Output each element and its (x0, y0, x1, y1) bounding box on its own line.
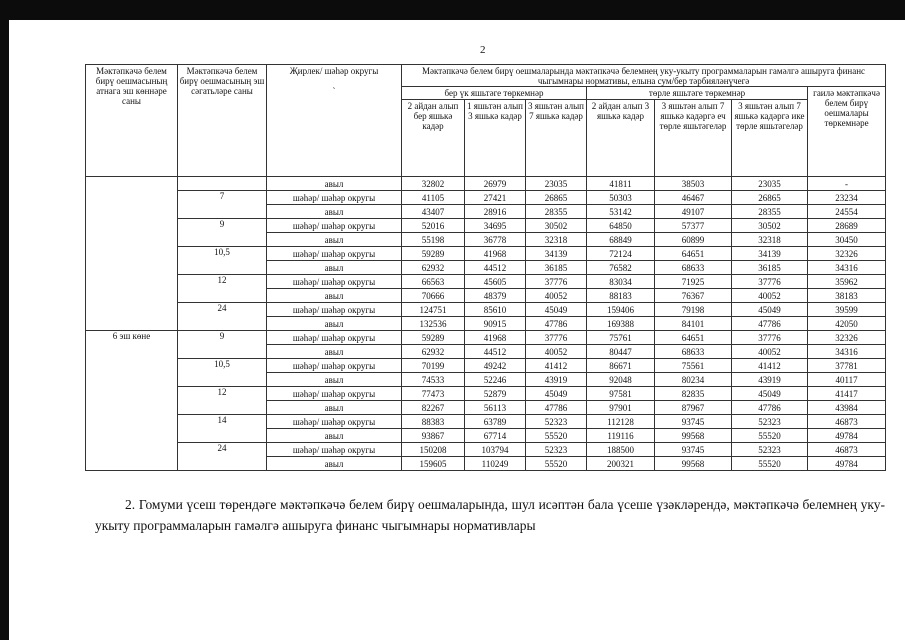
value-cell: 59289 (402, 247, 465, 261)
value-cell: 150208 (402, 443, 465, 457)
value-cell: 48379 (465, 289, 526, 303)
value-cell: 52323 (732, 415, 808, 429)
value-cell: 88183 (587, 289, 655, 303)
value-cell: 28916 (465, 205, 526, 219)
value-cell: 26865 (732, 191, 808, 205)
header-family-groups: гаилә мәктәпкәчә белем бирү оешмалары төркемнәре (808, 87, 886, 177)
settlement-cell: шәһәр/ шәһәр округы (267, 331, 402, 345)
value-cell: 169388 (587, 317, 655, 331)
settlement-cell: шәһәр/ шәһәр округы (267, 415, 402, 429)
value-cell: 124751 (402, 303, 465, 317)
settlement-cell: шәһәр/ шәһәр округы (267, 191, 402, 205)
value-cell: 79198 (655, 303, 732, 317)
value-cell: 84101 (655, 317, 732, 331)
value-cell: 47786 (732, 401, 808, 415)
table-row (86, 415, 886, 429)
header-age-3-7y-three: 3 яшьтән алып 7 яшькә кадәргә еч төрле яшьтәгеләр (655, 100, 732, 177)
value-cell: 23035 (732, 177, 808, 191)
settlement-cell: авыл (267, 177, 402, 191)
settlement-cell: шәһәр/ шәһәр округы (267, 303, 402, 317)
value-cell: 76582 (587, 261, 655, 275)
value-cell: 45049 (732, 303, 808, 317)
value-cell: 28689 (808, 219, 886, 233)
value-cell: 34139 (732, 247, 808, 261)
value-cell: 52323 (526, 443, 587, 457)
value-cell: 70199 (402, 359, 465, 373)
settlement-cell: авыл (267, 345, 402, 359)
settlement-cell: авыл (267, 261, 402, 275)
value-cell: 46873 (808, 415, 886, 429)
hours-cell (178, 177, 267, 191)
header-age-2m-3y: 2 айдан алып 3 яшькә кадәр (587, 100, 655, 177)
value-cell: 28355 (732, 205, 808, 219)
value-cell: 93867 (402, 429, 465, 443)
value-cell: 55198 (402, 233, 465, 247)
value-cell: 34316 (808, 261, 886, 275)
value-cell: 40052 (732, 345, 808, 359)
header-age-3-7y: 3 яшьтән алып 7 яшькә кадәр (526, 100, 587, 177)
header-age-2m-1y: 2 айдан алып бер яшькә кадәр (402, 100, 465, 177)
settlement-cell: шәһәр/ шәһәр округы (267, 387, 402, 401)
value-cell: 68633 (655, 345, 732, 359)
value-cell: 23035 (526, 177, 587, 191)
settlement-cell: авыл (267, 373, 402, 387)
value-cell: 38503 (655, 177, 732, 191)
value-cell: 52323 (526, 415, 587, 429)
value-cell: 28355 (526, 205, 587, 219)
settlement-cell: авыл (267, 401, 402, 415)
value-cell: 37776 (526, 275, 587, 289)
value-cell: 45605 (465, 275, 526, 289)
value-cell: 32318 (732, 233, 808, 247)
value-cell: 52879 (465, 387, 526, 401)
value-cell: 44512 (465, 261, 526, 275)
value-cell: 24554 (808, 205, 886, 219)
value-cell: 37776 (526, 331, 587, 345)
value-cell: 40052 (526, 345, 587, 359)
value-cell: 38183 (808, 289, 886, 303)
value-cell: 90915 (465, 317, 526, 331)
hours-cell: 9 (178, 331, 267, 359)
value-cell: 55520 (732, 429, 808, 443)
value-cell: 46467 (655, 191, 732, 205)
value-cell: 62932 (402, 345, 465, 359)
hours-cell: 9 (178, 219, 267, 247)
table-row (86, 387, 886, 401)
value-cell: 27421 (465, 191, 526, 205)
hours-cell: 7 (178, 191, 267, 219)
value-cell: 74533 (402, 373, 465, 387)
value-cell: 41412 (732, 359, 808, 373)
value-cell: 97901 (587, 401, 655, 415)
value-cell: 30450 (808, 233, 886, 247)
value-cell: 40117 (808, 373, 886, 387)
value-cell: 112128 (587, 415, 655, 429)
value-cell: 87967 (655, 401, 732, 415)
hours-cell: 24 (178, 303, 267, 331)
value-cell: 36778 (465, 233, 526, 247)
days-cell: 6 эш көне (86, 331, 178, 471)
header-work-hours: Мәктәпкәчә белем бирү оешмасының эш сәгатьләре саны (178, 65, 267, 177)
value-cell: 110249 (465, 457, 526, 471)
value-cell: 103794 (465, 443, 526, 457)
settlement-cell: шәһәр/ шәһәр округы (267, 247, 402, 261)
value-cell: - (808, 177, 886, 191)
value-cell: 34316 (808, 345, 886, 359)
value-cell: 75761 (587, 331, 655, 345)
table-row (86, 331, 886, 345)
value-cell: 23234 (808, 191, 886, 205)
value-cell: 26979 (465, 177, 526, 191)
value-cell: 55520 (526, 457, 587, 471)
days-cell (86, 177, 178, 331)
value-cell: 47786 (526, 401, 587, 415)
value-cell: 92048 (587, 373, 655, 387)
value-cell: 41417 (808, 387, 886, 401)
value-cell: 36185 (526, 261, 587, 275)
value-cell: 82835 (655, 387, 732, 401)
value-cell: 41968 (465, 331, 526, 345)
value-cell: 46873 (808, 443, 886, 457)
value-cell: 80447 (587, 345, 655, 359)
value-cell: 64651 (655, 247, 732, 261)
value-cell: 42050 (808, 317, 886, 331)
table-row (86, 359, 886, 373)
value-cell: 37776 (732, 275, 808, 289)
header-same-age-groups: бер үк яшьтәге төркемнәр (402, 87, 587, 100)
value-cell: 88383 (402, 415, 465, 429)
value-cell: 55520 (526, 429, 587, 443)
value-cell: 45049 (526, 303, 587, 317)
value-cell: 32802 (402, 177, 465, 191)
header-group-title: Мәктәпкәчә белем бирү оешмаларында мәктәпкәчә белемнең уку-укыту программаларын гамәлгә ашыруга финанс чыгымнары нормативы, елына сум/бер тәрбияләнүчегә (402, 65, 886, 87)
table-body (86, 177, 886, 471)
value-cell: 76367 (655, 289, 732, 303)
value-cell: 52323 (732, 443, 808, 457)
value-cell: 53142 (587, 205, 655, 219)
value-cell: 43407 (402, 205, 465, 219)
value-cell: 56113 (465, 401, 526, 415)
header-settlement: Җирлек/ шәһәр округы ` (267, 65, 402, 177)
value-cell: 77473 (402, 387, 465, 401)
value-cell: 34139 (526, 247, 587, 261)
value-cell: 32326 (808, 247, 886, 261)
value-cell: 26865 (526, 191, 587, 205)
value-cell: 35962 (808, 275, 886, 289)
value-cell: 82267 (402, 401, 465, 415)
value-cell: 40052 (732, 289, 808, 303)
value-cell: 45049 (732, 387, 808, 401)
hours-cell: 10,5 (178, 247, 267, 275)
value-cell: 36185 (732, 261, 808, 275)
value-cell: 41105 (402, 191, 465, 205)
table-row (86, 191, 886, 205)
header-workdays: Мәктәпкәчә белем бирү оешмасының атнага эш көннәре саны (86, 65, 178, 177)
value-cell: 41811 (587, 177, 655, 191)
value-cell: 97581 (587, 387, 655, 401)
value-cell: 52016 (402, 219, 465, 233)
value-cell: 66563 (402, 275, 465, 289)
hours-cell: 12 (178, 387, 267, 415)
value-cell: 132536 (402, 317, 465, 331)
settlement-cell: авыл (267, 289, 402, 303)
value-cell: 71925 (655, 275, 732, 289)
value-cell: 188500 (587, 443, 655, 457)
value-cell: 64651 (655, 331, 732, 345)
table-row (86, 275, 886, 289)
value-cell: 57377 (655, 219, 732, 233)
value-cell: 49784 (808, 457, 886, 471)
header-row-1 (86, 65, 886, 87)
value-cell: 30502 (526, 219, 587, 233)
table-row (86, 219, 886, 233)
value-cell: 93745 (655, 443, 732, 457)
value-cell: 72124 (587, 247, 655, 261)
value-cell: 34695 (465, 219, 526, 233)
value-cell: 37781 (808, 359, 886, 373)
value-cell: 83034 (587, 275, 655, 289)
value-cell: 41968 (465, 247, 526, 261)
settlement-cell: шәһәр/ шәһәр округы (267, 359, 402, 373)
page-number: 2 (480, 44, 486, 56)
value-cell: 49784 (808, 429, 886, 443)
value-cell: 52246 (465, 373, 526, 387)
settlement-cell: авыл (267, 317, 402, 331)
scan-top-border (0, 0, 905, 20)
value-cell: 55520 (732, 457, 808, 471)
value-cell: 49107 (655, 205, 732, 219)
value-cell: 32318 (526, 233, 587, 247)
settlement-cell: авыл (267, 233, 402, 247)
settlement-cell: авыл (267, 429, 402, 443)
value-cell: 93745 (655, 415, 732, 429)
value-cell: 43919 (526, 373, 587, 387)
value-cell: 64850 (587, 219, 655, 233)
settlement-cell: шәһәр/ шәһәр округы (267, 219, 402, 233)
header-age-3-7y-two: 3 яшьтән алып 7 яшькә кадәргә ике төрле яшьтәгеләр (732, 100, 808, 177)
value-cell: 62932 (402, 261, 465, 275)
value-cell: 39599 (808, 303, 886, 317)
value-cell: 50303 (587, 191, 655, 205)
hours-cell: 10,5 (178, 359, 267, 387)
value-cell: 45049 (526, 387, 587, 401)
value-cell: 32326 (808, 331, 886, 345)
financing-norms-table (85, 64, 886, 471)
value-cell: 41412 (526, 359, 587, 373)
value-cell: 40052 (526, 289, 587, 303)
value-cell: 85610 (465, 303, 526, 317)
value-cell: 63789 (465, 415, 526, 429)
table-row (86, 247, 886, 261)
settlement-cell: шәһәр/ шәһәр округы (267, 443, 402, 457)
section-heading-paragraph: 2. Гомуми үсеш төрендәге мәктәпкәчә белем бирү оешмаларында, шул исәптән бала үсеше үзәкләрендә, мәктәпкәчә белемнең уку-укыту программаларын гамәлгә ашыруга финанс чыгымнары нормативлары (95, 497, 885, 533)
value-cell: 59289 (402, 331, 465, 345)
value-cell: 43919 (732, 373, 808, 387)
hours-cell: 14 (178, 415, 267, 443)
value-cell: 75561 (655, 359, 732, 373)
value-cell: 70666 (402, 289, 465, 303)
value-cell: 86671 (587, 359, 655, 373)
value-cell: 49242 (465, 359, 526, 373)
settlement-cell: авыл (267, 205, 402, 219)
value-cell: 200321 (587, 457, 655, 471)
value-cell: 68633 (655, 261, 732, 275)
hours-cell: 12 (178, 275, 267, 303)
value-cell: 47786 (732, 317, 808, 331)
hours-cell: 24 (178, 443, 267, 471)
header-mixed-age-groups: төрле яшьтәге төркемнәр (587, 87, 808, 100)
value-cell: 60899 (655, 233, 732, 247)
value-cell: 30502 (732, 219, 808, 233)
settlement-cell: шәһәр/ шәһәр округы (267, 275, 402, 289)
value-cell: 99568 (655, 429, 732, 443)
value-cell: 80234 (655, 373, 732, 387)
value-cell: 44512 (465, 345, 526, 359)
settlement-cell: авыл (267, 457, 402, 471)
value-cell: 37776 (732, 331, 808, 345)
table-row (86, 443, 886, 457)
value-cell: 68849 (587, 233, 655, 247)
value-cell: 119116 (587, 429, 655, 443)
value-cell: 47786 (526, 317, 587, 331)
scan-left-border (0, 0, 9, 640)
value-cell: 99568 (655, 457, 732, 471)
table-row (86, 303, 886, 317)
table-row (86, 177, 886, 191)
value-cell: 159406 (587, 303, 655, 317)
value-cell: 43984 (808, 401, 886, 415)
value-cell: 159605 (402, 457, 465, 471)
value-cell: 67714 (465, 429, 526, 443)
header-age-1-3y: 1 яшьтән алып 3 яшькә кадәр (465, 100, 526, 177)
